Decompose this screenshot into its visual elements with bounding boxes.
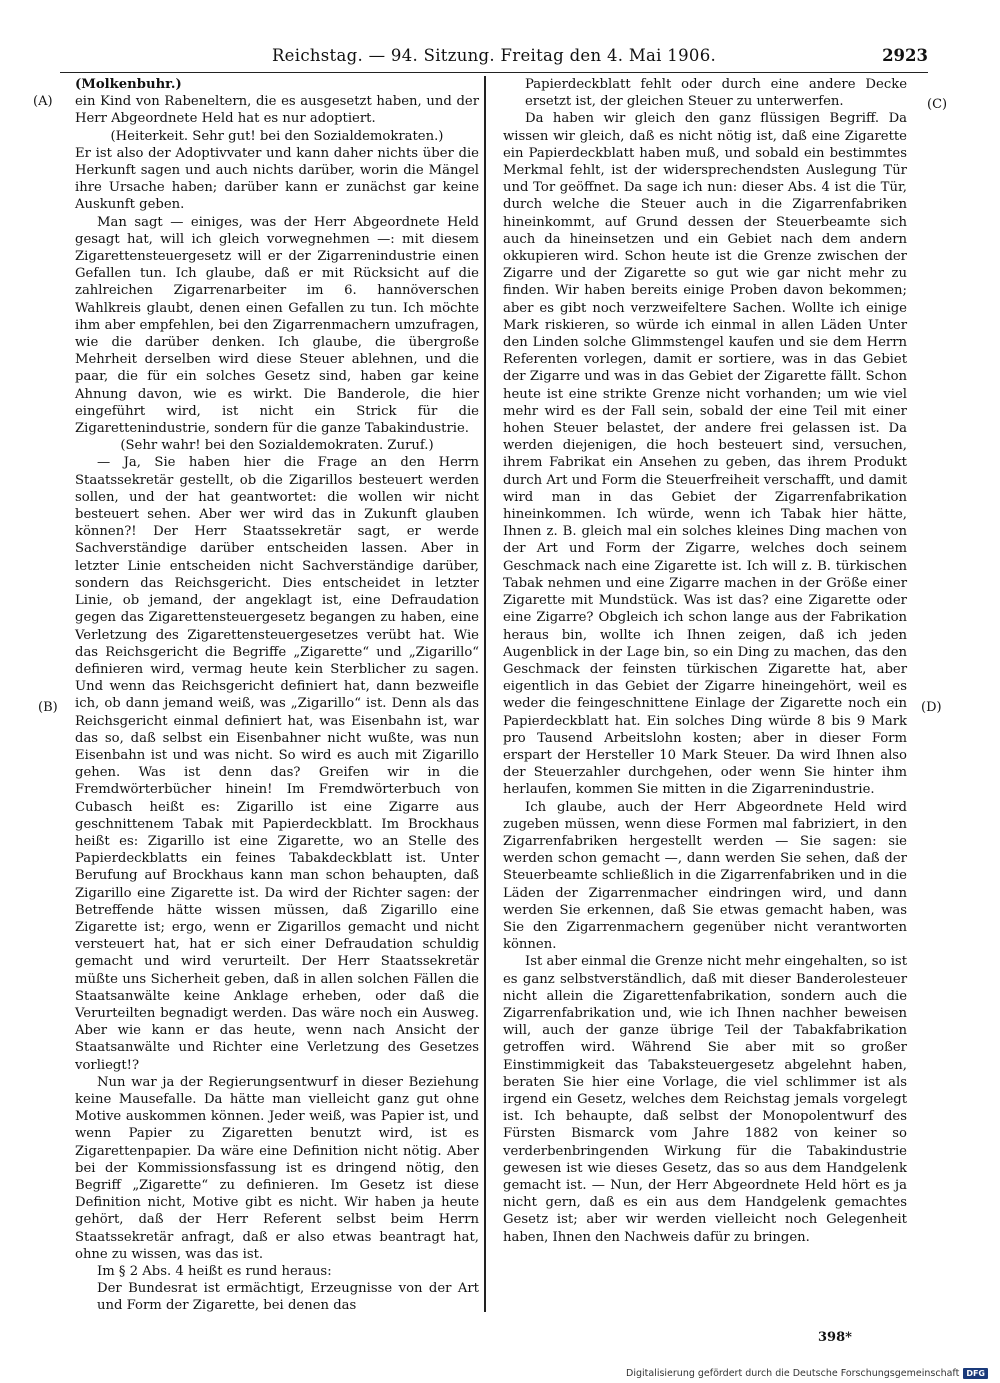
paragraph: Im § 2 Abs. 4 heißt es rund heraus: (97, 1264, 332, 1280)
margin-mark-c: (C) (927, 97, 948, 112)
right-column (503, 76, 907, 1246)
paragraph: — Ja, Sie haben hier die Frage an den Herrn Staatssekretär gestellt, ob die Zigarillos besteuert werden sollen, und der hat geantwortet: die wollen wir nicht besteuert sehen. Aber wer wird das in Zukunft glauben können?! Der Herr Staatssekretär sagt, er werde Sachverständige darüber entscheiden lassen. Aber in letzter Linie entscheiden nicht Sachverständige darüber, sondern das Reichsgericht. Dies entscheidet in letzter Linie, ob jemand, der angeklagt ist, eine Defraudation gegen das Zigarettensteuergesetz begangen zu haben, eine Verletzung des Zigarettensteuergesetzes verübt hat. Wie das Reichsgericht die Begriffe „Zigarette“ und „Zigarillo“ definieren wird, vermag heute kein Sterblicher zu sagen. Und wenn das Reichsgericht definiert hat, dann bezweifle ich, ob dann jemand weiß, was „Zigarillo“ ist. Denn als das Reichsgericht einmal definiert hat, was Eisenbahn ist, war das so, daß selbst ein Eisenbahner nicht wußte, was nun Eisenbahn ist und was nicht. So wird es auch mit Zigarillo gehen. Was ist denn das? Greifen wir in die Fremdwörterbücher hinein! Im Fremdwörterbuch von Cubasch heißt es: Zigarillo ist eine Zigarre aus geschnittenem Tabak mit Papierdeckblatt. Im Brockhaus heißt es: Zigarillo ist eine Zigarette, wo an Stelle des Papierdeckblatts ein feines Tabakdeckblatt ist. Unter Berufung auf Brockhaus kann man schon behaupten, daß Zigarillo eine Zigarette ist. Da wird der Richter sagen: der Betreffende hätte wissen müssen, daß Zigarillo eine Zigarette ist; ergo, wenn er Zigarillos gemacht und nicht versteuert hat, hat er sich einer Defraudation schuldig gemacht und wird verurteilt. Der Herr Staatssekretär müßte uns Sicherheit geben, daß in allen solchen Fällen die Staatsanwälte keine Anklage erheben, oder daß die Verurteilten begnadigt werden. Das wäre noch ein Ausweg. Aber wie kann er das heute, wenn nach Ansicht der Staatsanwälte und Richter eine Verletzung des Gesetzes vorliegt!? (75, 455, 479, 1073)
paragraph: Man sagt — einiges, was der Herr Abgeordnete Held gesagt hat, will ich gleich vorwegnehmen —: mit diesem Zigarettensteuergesetz will er der Zigarrenindustrie einen Gefallen tun. Ich glaube, daß er mit Rücksicht auf die zahlreichen Zigarrenarbeiter im 6. hannöverschen Wahlkreis glaubt, denen einen Gefallen zu tun. Ich möchte ihm aber empfehlen, bei den Zigarrenmachern umzufragen, wie die darüber denken. Ich glaube, die übergroße Mehrheit derselben wird diese Steuer ablehnen, und die paar, die für ein solches Gesetz sind, haben gar keine Ahnung davon, wie es wirkt. Die Banderole, die hier eingeführt wird, ist nicht ein Strick für die Zigarettenindustrie, sondern für die ganze Tabakindustrie. (75, 214, 479, 437)
interjection: (Sehr wahr! bei den Sozialdemokraten. Zuruf.) (120, 438, 434, 454)
paragraph: Nun war ja der Regierungsentwurf in dieser Beziehung keine Mausefalle. Da hätte man vielleicht ganz gut ohne Motive auskommen können. Jeder weiß, was Papier ist, und wenn Papier zu Zigaretten benutzt wird, ist es Zigarettenpapier. Da wäre eine Definition nicht nötig. Aber bei der Kommissionsfassung ist es dringend nötig, den Begriff „Zigarette“ zu definieren. Im Gesetz ist diese Definition nicht, Motive gibt es nicht. Wir haben ja heute gehört, daß der Herr Referent selbst beim Herrn Staatssekretär anfragt, daß er also etwas beantragt hat, ohne zu wissen, was das ist. (75, 1074, 479, 1262)
page-header (60, 46, 928, 73)
column-divider (484, 76, 486, 1312)
credit-text: Digitalisierung gefördert durch die Deutsche Forschungsgemeinschaft (626, 1368, 960, 1379)
sheet-number: 398* (818, 1330, 852, 1345)
left-column (75, 76, 479, 1315)
paragraph: ein Kind von Rabeneltern, die es ausgesetzt haben, und der Herr Abgeordnete Held hat es nur adoptiert. (75, 94, 479, 127)
paragraph: Ist aber einmal die Grenze nicht mehr eingehalten, so ist es ganz selbstverständlich, daß mit dieser Banderolesteuer nicht allein die Zigarettenfabrikation, sondern auch die Zigarrenfabrikation und, wie ich Ihnen nachher beweisen will, auch der ganze übrige Teil der Tabakfabrikation getroffen wird. Während Sie aber mit so großer Einstimmigkeit das Tabaksteuergesetz abgelehnt haben, beraten Sie hier eine Vorlage, die viel schlimmer ist als irgend ein Gesetz, welches dem Reichstag jemals vorgelegt ist. Ich behaupte, daß selbst der Monopolentwurf des Fürsten Bismarck vom Jahre 1882 von keiner so verderbenbringenden Wirkung für die Tabakindustrie gewesen ist wie dieses Gesetz, das so aus dem Handgelenk gemacht ist. — Nun, der Herr Abgeordnete Held hört es ja nicht gern, daß es ein aus dem Handgelenk gemachtes Gesetz ist; aber wir werden vielleicht noch Gelegenheit haben, Ihnen den Nachweis dafür zu bringen. (503, 954, 907, 1245)
paragraph: Er ist also der Adoptivvater und kann daher nichts über die Herkunft sagen und auch nichts darüber, worin die Mängel ihre Ursache haben; darüber kann er zunächst gar keine Auskunft geben. (75, 145, 479, 213)
interjection: (Heiterkeit. Sehr gut! bei den Sozialdemokraten.) (110, 128, 444, 144)
paragraph: Ich glaube, auch der Herr Abgeordnete Held wird zugeben müssen, wenn diese Formen mal fabriziert, in den Zigarrenfabriken hergestellt werden — Sie sagen: sie werden schon gemacht —, dann werden Sie sehen, daß der Steuerbeamte schließlich in die Zigarrenfabriken und in die Läden der Zigarrenmacher eindringen wird, und dann werden Sie erkennen, daß Sie etwas gemacht haben, was Sie den Zigarrenmachern gegenüber nicht verantworten können. (503, 799, 907, 953)
speaker-name: (Molkenbuhr.) (75, 77, 182, 92)
margin-mark-b: (B) (38, 700, 58, 715)
law-quote: Der Bundesrat ist ermächtigt, Erzeugnisse von der Art und Form der Zigarette, bei denen das (97, 1281, 479, 1314)
margin-mark-a: (A) (33, 94, 53, 109)
page-number: 2923 (882, 46, 928, 65)
digitization-credit (626, 1368, 988, 1379)
law-quote: Papierdeckblatt fehlt oder durch eine andere Decke ersetzt ist, der gleichen Steuer zu unterwerfen. (525, 77, 907, 110)
paragraph: Da haben wir gleich den ganz flüssigen Begriff. Da wissen wir gleich, daß es nicht nötig ist, daß eine Zigarette ein Papierdeckblatt haben muß, und sobald ein bestimmtes Merkmal fehlt, ist der widersprechendsten Auslegung Tür und Tor geöffnet. Da sage ich nun: dieser Abs. 4 ist die Tür, durch welche die Steuer auch in die Zigarrenfabriken hineinkommt, auf Grund dessen der Steuerbeamte sich auch da hineinsetzen und ein Gebiet nach dem andern okkupieren wird. Schon heute ist die Grenze zwischen der Zigarre und der Zigarette so gut wie gar nicht mehr zu finden. Wir haben bereits einige Proben davon bekommen; aber es gibt noch verzweifeltere Sachen. Wollte ich einige Mark riskieren, so würde ich einmal in allen Läden Unter den Linden solche Glimmstengel kaufen und sie dem Herrn Referenten vorlegen, damit er sortiere, was in das Gebiet der Zigarre und was in das Gebiet der Zigarette fällt. Schon heute ist eine strikte Grenze nicht vorhanden; um wie viel mehr wird es der Fall sein, sobald der eine Teil mit einer hohen Steuer belastet, der andere frei gelassen ist. Da werden diejenigen, die hoch besteuert sind, versuchen, ihrem Fabrikat ein Ansehen zu geben, das ihrem Produkt durch Art und Form die Steuerfreiheit verschafft, und damit wird man in das Gebiet der Zigarrenfabrikation hineinkommen. Ich würde, wenn ich Tabak hier hätte, Ihnen z. B. gleich mal ein solches kleines Ding machen von der Art und Form der Zigarre, welches doch seinem Geschmack nach eine Zigarette ist. Ich will z. B. türkischen Tabak nehmen und eine Zigarre machen in der Größe einer Zigarette mit Mundstück. Was ist das? eine Zigarette oder eine Zigarre? Obgleich ich schon lange aus der Fabrikation heraus bin, wollte ich Ihnen zeigen, daß ich jeden Augenblick in der Lage bin, so ein Ding zu machen, das den Geschmack der feinsten türkischen Zigarette hat, aber eigentlich in das Gebiet der Zigarre hineingehört, weil es weder die feingeschnittene Einlage der Zigarette noch ein Papierdeckblatt hat. Ein solches Ding würde 8 bis 9 Mark pro Tausend Arbeitslohn kosten; aber in dieser Form erspart der Hersteller 10 Mark Steuer. Da wird Ihnen also der Steuerzahler durchgehen, oder wenn Sie hinter ihm herlaufen, kommen Sie mitten in die Zigarrenindustrie. (503, 111, 907, 798)
header-title: Reichstag. — 94. Sitzung. Freitag den 4. Mai 1906. (271, 46, 717, 65)
dfg-logo-icon: DFG (963, 1368, 988, 1379)
margin-mark-d: (D) (921, 700, 942, 715)
